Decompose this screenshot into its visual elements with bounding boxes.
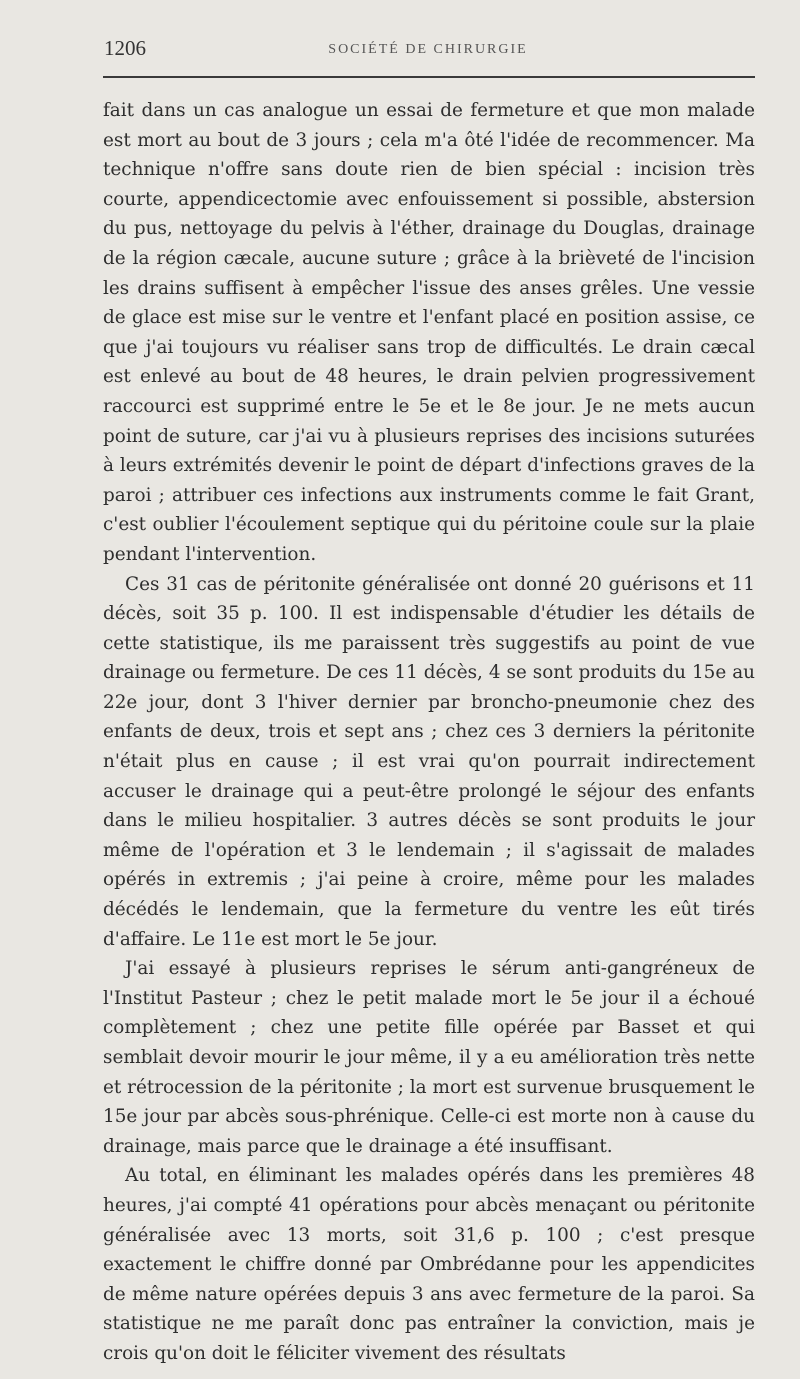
page-header	[98, 36, 758, 66]
paragraph: J'ai essayé à plusieurs reprises le sérum anti-gangréneux de l'Institut Pasteur ; chez le petit malade mort le 5e jour il a échoué complètement ; chez une petite fille opérée par Basset et qui semblait devoir mourir le jour même, il y a eu amélioration très nette et rétrocession de la péritonite ; la mort est survenue brusquement le 15e jour par abcès sous-phrénique. Celle-ci est morte non à cause du drainage, mais parce que le drainage a été insuffisant.	[103, 958, 755, 1157]
paragraph: Au total, en éliminant les malades opérés dans les premières 48 heures, j'ai compté 41 opérations pour abcès menaçant ou péritonite généralisée avec 13 morts, soit 31,6 p. 100 ; c'est presque exactement le chiffre donné par Ombrédanne pour les appendicites de même nature opérées depuis 3 ans avec fermeture de la paroi. Sa statistique ne me paraît donc pas entraîner la conviction, mais je crois qu'on doit le féliciter vivement des résultats	[103, 1165, 755, 1364]
paragraph: Ces 31 cas de péritonite généralisée ont donné 20 guérisons et 11 décès, soit 35 p. 100. Il est indispensable d'étudier les détails de cette statistique, ils me paraissent très suggestifs au point de vue drainage ou fermeture. De ces 11 décès, 4 se sont produits du 15e au 22e jour, dont 3 l'hiver dernier par broncho-pneumonie chez des enfants de deux, trois et sept ans ; chez ces 3 derniers la péritonite n'était plus en cause ; il est vrai qu'on pourrait indirectement accuser le drainage qui a peut-être prolongé le séjour des enfants dans le milieu hospitalier. 3 autres décès se sont produits le jour même de l'opération et 3 le lendemain ; il s'agissait de malades opérés in extremis ; j'ai peine à croire, même pour les malades décédés le lendemain, que la fermeture du ventre les eût tirés d'affaire. Le 11e est mort le 5e jour.	[103, 573, 755, 950]
page-number: 1206	[104, 36, 146, 60]
paragraph: fait dans un cas analogue un essai de fermeture et que mon malade est mort au bout de 3 jours ; cela m'a ôté l'idée de recommencer. Ma technique n'offre sans doute rien de bien spécial : incision très courte, appendicectomie avec enfouissement si possible, abstersion du pus, nettoyage du pelvis à l'éther, drainage du Douglas, drainage de la région cæcale, aucune suture ; grâce à la brièveté de l'incision les drains suffisent à empêcher l'issue des anses grêles. Une vessie de glace est mise sur le ventre et l'enfant placé en position assise, ce que j'ai toujours vu réaliser sans trop de difficultés. Le drain cæcal est enlevé au bout de 48 heures, le drain pelvien progressivement raccourci est supprimé entre le 5e et le 8e jour. Je ne mets aucun point de suture, car j'ai vu à plusieurs reprises des incisions suturées à leurs extrémités devenir le point de départ d'infections graves de la paroi ; attribuer ces infections aux instruments comme le fait Grant, c'est oublier l'écoulement septique qui du péritoine coule sur la plaie pendant l'intervention.	[103, 100, 755, 565]
running-title: SOCIÉTÉ DE CHIRURGIE	[328, 42, 528, 57]
header-rule	[103, 76, 755, 78]
body-text	[103, 96, 755, 1369]
